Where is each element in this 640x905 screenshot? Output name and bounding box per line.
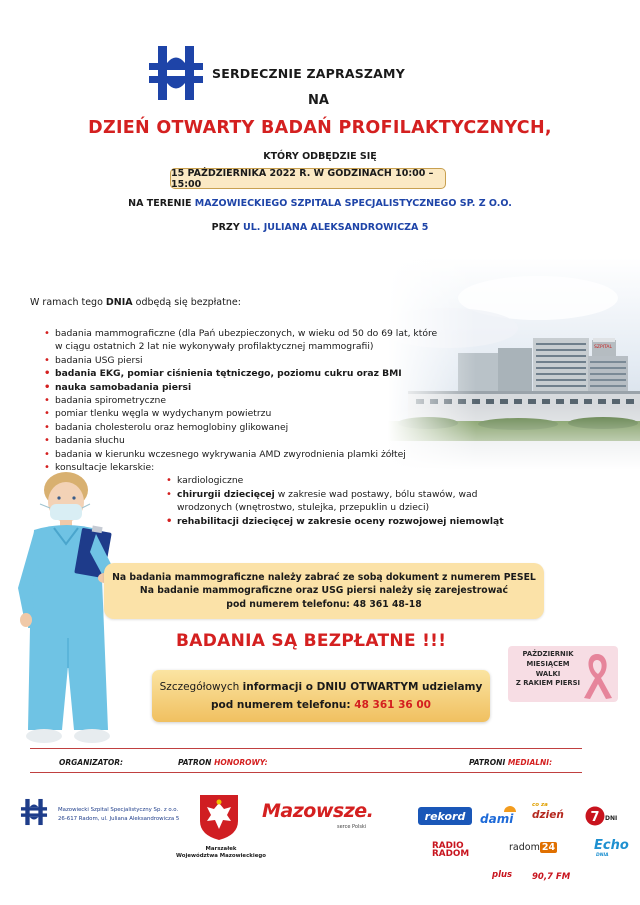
surgery-bold: chirurgii dziecięcej (177, 488, 275, 500)
organizer-line-2: 26-617 Radom, ul. Juliana Aleksandrowicza 5 (58, 816, 180, 822)
svg-text:7: 7 (590, 810, 600, 825)
radom24-logo (509, 842, 557, 853)
awareness-line-1: PAŹDZIERNIK (522, 650, 574, 658)
info-line-1 (152, 678, 490, 696)
services-list (44, 327, 444, 474)
event-title: DZIEŃ OTWARTY BADAŃ PROFILAKTYCZNYCH, (88, 118, 552, 138)
echo-dnia-sub: DNIA (596, 853, 609, 858)
list-item: • badania EKG, pomiar ciśnienia tętniczego, poziomu cukru oraz BMI (44, 367, 444, 380)
mazowsze-tagline: serce Polski (337, 824, 367, 830)
media-label-b: MEDIALNI: (507, 758, 553, 767)
patron-label-a: PATRON (178, 758, 215, 767)
intro-after: odbędą się bezpłatne: (132, 297, 241, 308)
7dni-logo-icon (585, 806, 619, 826)
radio-rekord-logo: rekord (418, 807, 472, 825)
registration-notice (104, 563, 544, 619)
list-item: • badania cholesterolu oraz hemoglobiny glikowanej (44, 421, 444, 434)
radom24-number: 24 (541, 842, 556, 853)
radio-line-1: RADIO (432, 841, 464, 851)
radom24-text: radom (509, 842, 540, 853)
list-item: • badania w kierunku wczesnego wykrywania AMD zwyrodnienia plamki żółtej (44, 448, 444, 461)
list-item: • rehabilitacji dziecięcej w zakresie oceny rozwojowej niemowląt (166, 515, 526, 529)
info-phone-label: pod numerem telefonu: (211, 699, 355, 711)
patron-label (178, 758, 268, 767)
radio-line-2: RADOM (432, 849, 470, 859)
organizer-line-1: Mazowiecki Szpital Specjalistyczny Sp. z o.o. (58, 807, 179, 813)
info-bold: informacji o DNIU OTWARTYM udzielamy (242, 681, 483, 693)
list-item: • badania USG piersi (44, 354, 444, 367)
co-za-dzien-sup: co za (532, 802, 548, 808)
dami-logo: dami (480, 812, 514, 826)
place-prefix: NA TERENIE (128, 198, 195, 209)
event-place (0, 198, 640, 209)
list-item (166, 488, 526, 515)
event-which: KTÓRY ODBĘDZIE SIĘ (263, 151, 377, 162)
radio-radom-logo (432, 842, 469, 858)
event-date-badge (170, 168, 446, 189)
svg-text:DNI: DNI (605, 815, 618, 822)
awareness-line-2: MIESIĄCEM (526, 659, 570, 668)
na-heading: NA (308, 93, 329, 108)
intro-before: W ramach tego (30, 297, 106, 308)
co-za-dzien-logo: dzień (532, 809, 564, 821)
list-item: • kardiologiczne (166, 474, 526, 488)
place-name: MAZOWIECKIEGO SZPITALA SPECJALISTYCZNEGO SP. Z O.O. (194, 198, 512, 209)
event-address (0, 222, 640, 233)
awareness-line-3: WALKI (535, 669, 561, 678)
free-banner: BADANIA SĄ BEZPŁATNE !!! (176, 631, 447, 651)
mazowsze-logo: Mazowsze. (262, 800, 374, 822)
notice-line-2: Na badanie mammograficzne oraz USG piersi należy się zarejestrować (139, 585, 509, 597)
list-item: • konsultacje lekarskie: (44, 461, 444, 474)
intro-bold: DNIA (105, 297, 133, 308)
info-pre: Szczegółowych (159, 681, 243, 693)
msz-logo-icon (20, 798, 48, 826)
list-item: • pomiar tlenku węgla w wydychanym powietrzu (44, 407, 444, 420)
info-line-2 (152, 696, 490, 714)
address-prefix: PRZY (211, 222, 244, 233)
organizer-name (58, 806, 179, 824)
awareness-line-4: Z RAKIEM PIERSI (515, 679, 581, 688)
list-item: • badania słuchu (44, 434, 444, 447)
list-item: • badania spirometryczne (44, 394, 444, 407)
notice-line-1: Na badania mammograficzne należy zabrać ze sobą dokument z numerem PESEL (112, 571, 536, 583)
marshal-line-2: Województwa Mazowieckiego (176, 853, 266, 860)
patron-label-b: HONOROWY: (214, 758, 268, 767)
pink-ribbon-icon (578, 648, 616, 700)
surgery-rest: w zakresie wad postawy, bólu stawów, wad wrodzonych (wnętrostwo, stulejka, przepuklin u dzieci) (177, 488, 478, 514)
intro-text (30, 297, 241, 308)
footer-divider-top (30, 748, 582, 749)
footer-divider-bottom (30, 772, 582, 773)
marshal-name (176, 846, 266, 860)
echo-dnia-logo: Echo (594, 838, 629, 853)
list-item: • badania mammograficzne (dla Pań ubezpieczonych, w wieku od 50 do 69 lat, które w ciągu ostatnich 2 lat nie wykonywały profilaktycznej mammografii) (44, 327, 444, 354)
mazowsze-coat-of-arms-icon (198, 793, 240, 841)
media-label-a: PATRONI (469, 758, 508, 767)
notice-line-3: pod numerem telefonu: 48 361 48-18 (226, 598, 422, 610)
marshal-line-1: Marszałek (205, 846, 237, 852)
awareness-text (508, 650, 588, 689)
media-patrons-label (469, 758, 552, 767)
info-contact-box (152, 670, 490, 722)
organizer-label: ORGANIZATOR: (59, 758, 123, 767)
radio-plus-logo: plus (492, 870, 513, 880)
dami-sun-icon (503, 805, 517, 812)
radio-fm-frequency: 90,7 FM (532, 872, 571, 882)
address-street: UL. JULIANA ALEKSANDROWICZA 5 (243, 222, 429, 233)
event-date: 15 PAŹDZIERNIKA 2022 R. W GODZINACH 10:00 – 15:00 (171, 167, 434, 190)
invite-heading: SERDECZNIE ZAPRASZAMY (212, 66, 405, 81)
info-phone[interactable]: 48 361 36 00 (354, 699, 431, 711)
list-item: • nauka samobadania piersi (44, 381, 444, 394)
hospital-cross-logo-icon (147, 44, 205, 102)
consultations-list (166, 474, 526, 528)
